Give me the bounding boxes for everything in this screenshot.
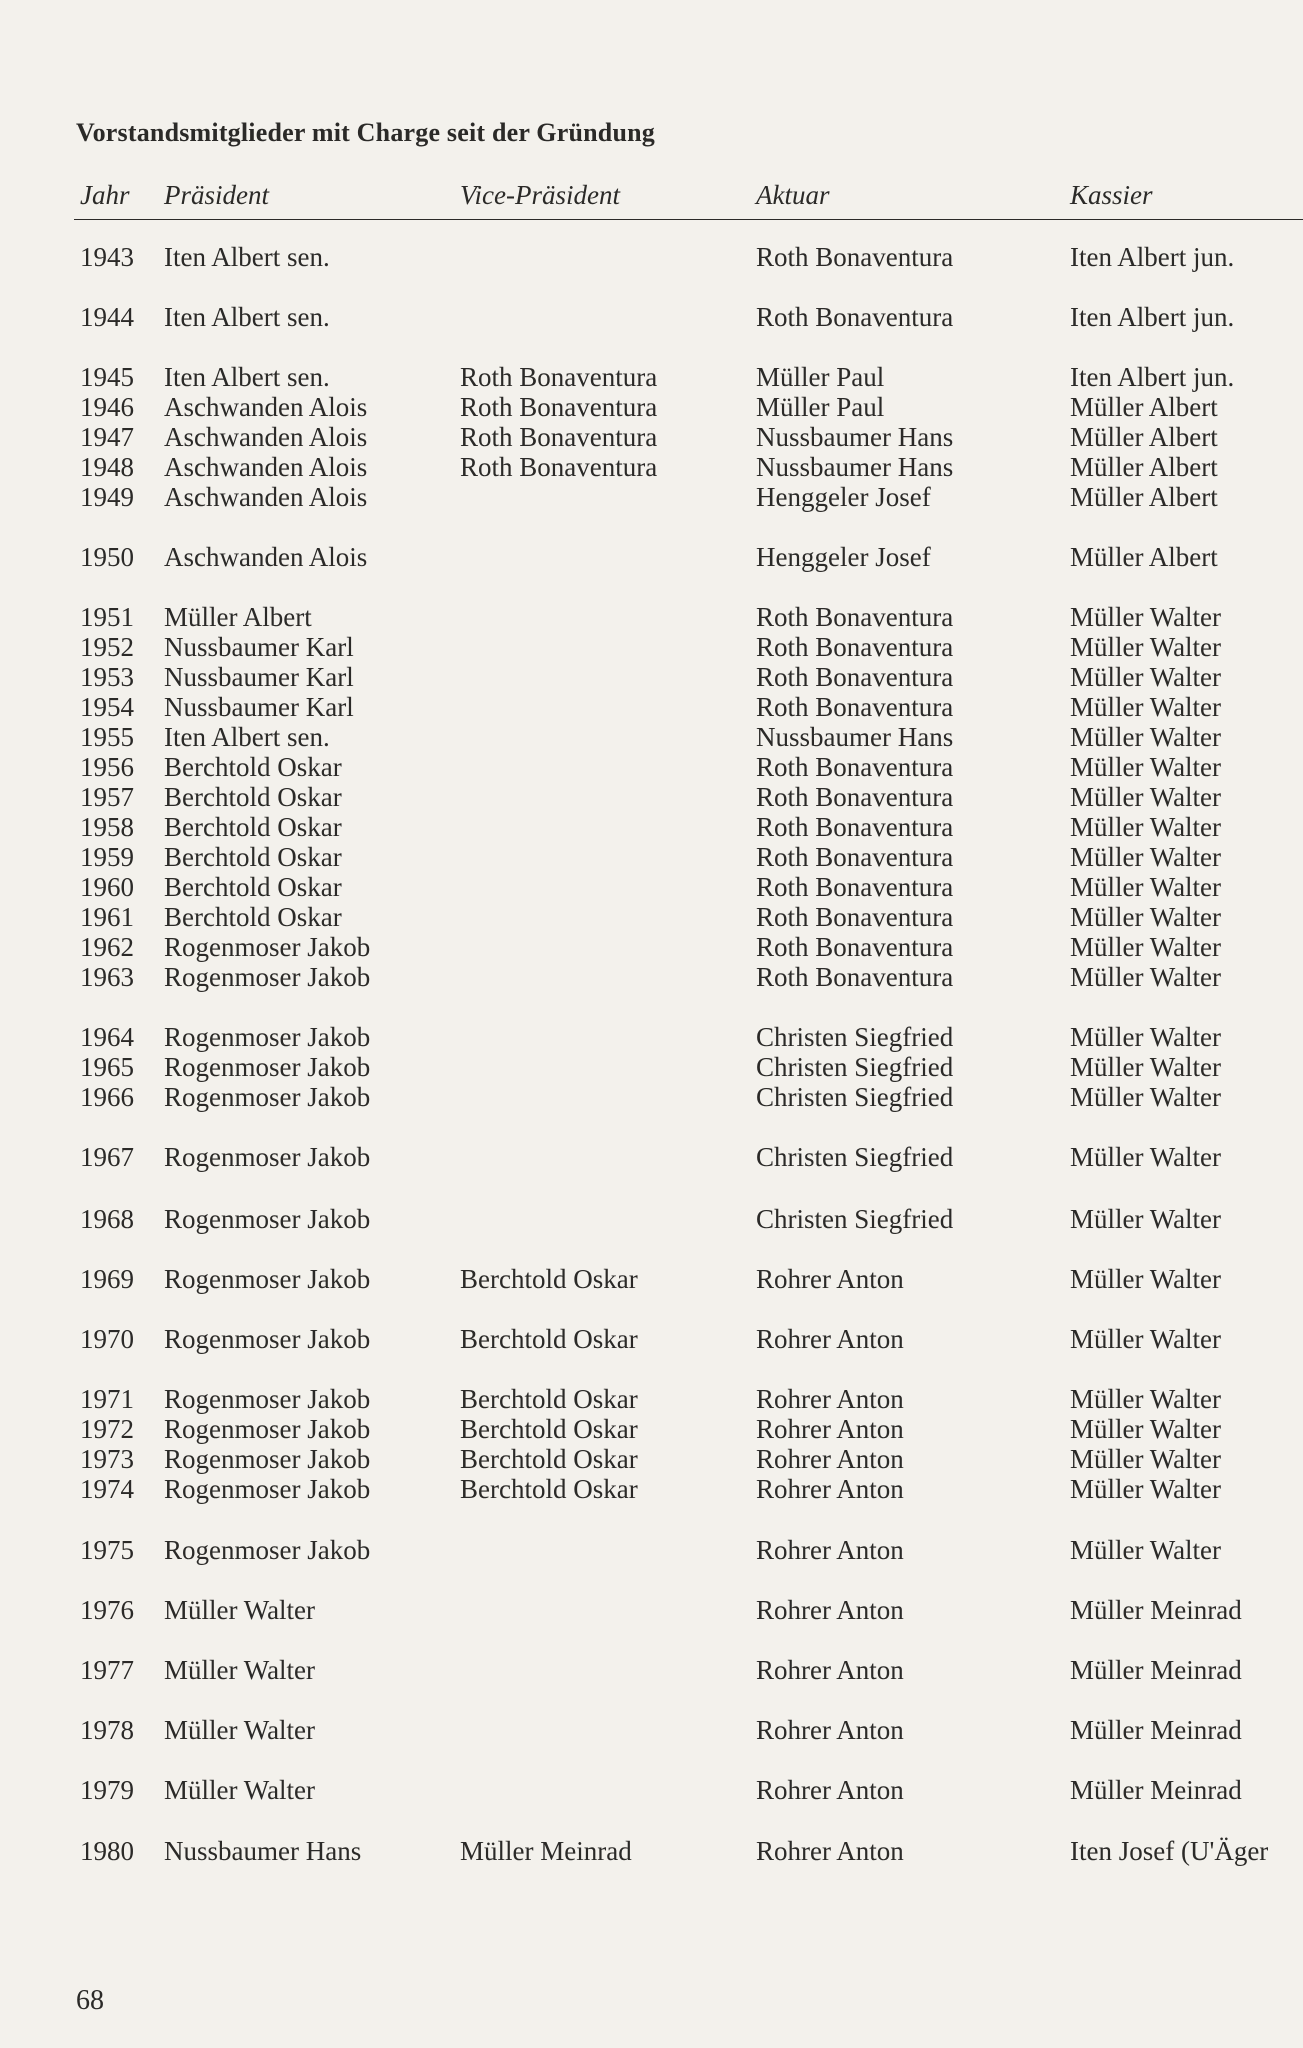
cell-praesident: Rogenmoser Jakob (164, 1535, 371, 1565)
cell-aktuar: Rohrer Anton (756, 1535, 904, 1565)
table-row (0, 482, 1303, 512)
table-row (0, 242, 1303, 272)
cell-aktuar: Nussbaumer Hans (756, 722, 954, 752)
cell-kassier: Müller Walter (1070, 962, 1222, 992)
cell-kassier: Müller Walter (1070, 812, 1222, 842)
table-row (0, 1444, 1303, 1474)
cell-praesident: Müller Albert (164, 602, 312, 632)
cell-praesident: Iten Albert sen. (164, 362, 330, 392)
cell-kassier: Müller Walter (1070, 782, 1222, 812)
cell-vice-praesident: Berchtold Oskar (460, 1264, 638, 1294)
table-row (0, 872, 1303, 902)
cell-aktuar: Roth Bonaventura (756, 902, 954, 932)
cell-kassier: Müller Walter (1070, 1535, 1222, 1565)
cell-praesident: Berchtold Oskar (164, 782, 342, 812)
cell-kassier: Iten Albert jun. (1070, 302, 1235, 332)
cell-jahr: 1955 (80, 722, 134, 752)
table-row (0, 1474, 1303, 1504)
cell-aktuar: Rohrer Anton (756, 1836, 904, 1866)
cell-praesident: Berchtold Oskar (164, 752, 342, 782)
cell-kassier: Müller Walter (1070, 1414, 1222, 1444)
cell-aktuar: Roth Bonaventura (756, 872, 954, 902)
cell-jahr: 1956 (80, 752, 134, 782)
table-row (0, 302, 1303, 332)
cell-aktuar: Roth Bonaventura (756, 602, 954, 632)
cell-aktuar: Roth Bonaventura (756, 692, 954, 722)
cell-jahr: 1977 (80, 1655, 134, 1685)
cell-aktuar: Rohrer Anton (756, 1444, 904, 1474)
cell-aktuar: Nussbaumer Hans (756, 422, 954, 452)
cell-kassier: Müller Albert (1070, 482, 1218, 512)
cell-kassier: Müller Walter (1070, 902, 1222, 932)
cell-praesident: Nussbaumer Hans (164, 1836, 362, 1866)
cell-aktuar: Rohrer Anton (756, 1655, 904, 1685)
cell-kassier: Müller Albert (1070, 392, 1218, 422)
cell-vice-praesident: Roth Bonaventura (460, 362, 658, 392)
cell-kassier: Müller Walter (1070, 1324, 1222, 1354)
table-row (0, 962, 1303, 992)
table-row (0, 1052, 1303, 1082)
cell-praesident: Nussbaumer Karl (164, 692, 354, 722)
cell-jahr: 1976 (80, 1595, 134, 1625)
cell-aktuar: Roth Bonaventura (756, 662, 954, 692)
column-header-aktuar: Aktuar (756, 180, 830, 210)
cell-aktuar: Roth Bonaventura (756, 932, 954, 962)
cell-jahr: 1975 (80, 1535, 134, 1565)
cell-jahr: 1944 (80, 302, 134, 332)
cell-praesident: Rogenmoser Jakob (164, 1264, 371, 1294)
cell-jahr: 1946 (80, 392, 134, 422)
cell-jahr: 1974 (80, 1474, 134, 1504)
cell-jahr: 1950 (80, 542, 134, 572)
cell-jahr: 1979 (80, 1775, 134, 1805)
table-row (0, 1324, 1303, 1354)
cell-jahr: 1965 (80, 1052, 134, 1082)
cell-aktuar: Christen Siegfried (756, 1142, 954, 1172)
cell-jahr: 1951 (80, 602, 134, 632)
cell-jahr: 1967 (80, 1142, 134, 1172)
column-header-jahr: Jahr (80, 180, 130, 210)
cell-jahr: 1958 (80, 812, 134, 842)
table-row (0, 1655, 1303, 1685)
cell-kassier: Müller Walter (1070, 1474, 1222, 1504)
table-row (0, 752, 1303, 782)
table-row (0, 422, 1303, 452)
table-row (0, 662, 1303, 692)
cell-praesident: Rogenmoser Jakob (164, 932, 371, 962)
cell-praesident: Iten Albert sen. (164, 722, 330, 752)
cell-aktuar: Christen Siegfried (756, 1082, 954, 1112)
cell-kassier: Iten Albert jun. (1070, 362, 1235, 392)
cell-vice-praesident: Roth Bonaventura (460, 452, 658, 482)
cell-kassier: Müller Walter (1070, 662, 1222, 692)
cell-praesident: Rogenmoser Jakob (164, 1204, 371, 1234)
cell-aktuar: Rohrer Anton (756, 1414, 904, 1444)
cell-jahr: 1971 (80, 1384, 134, 1414)
table-row (0, 1204, 1303, 1234)
cell-kassier: Müller Walter (1070, 1142, 1222, 1172)
table-row (0, 1142, 1303, 1172)
page-number: 68 (76, 1985, 104, 2016)
cell-praesident: Berchtold Oskar (164, 842, 342, 872)
cell-kassier: Müller Walter (1070, 1384, 1222, 1414)
cell-praesident: Aschwanden Alois (164, 452, 368, 482)
cell-praesident: Rogenmoser Jakob (164, 1324, 371, 1354)
cell-kassier: Müller Meinrad (1070, 1595, 1242, 1625)
table-row (0, 362, 1303, 392)
cell-aktuar: Rohrer Anton (756, 1324, 904, 1354)
cell-praesident: Nussbaumer Karl (164, 632, 354, 662)
cell-praesident: Nussbaumer Karl (164, 662, 354, 692)
table-row (0, 1595, 1303, 1625)
cell-jahr: 1945 (80, 362, 134, 392)
cell-kassier: Müller Walter (1070, 842, 1222, 872)
cell-praesident: Iten Albert sen. (164, 302, 330, 332)
cell-kassier: Müller Meinrad (1070, 1775, 1242, 1805)
table-row (0, 1836, 1303, 1866)
table-row (0, 782, 1303, 812)
cell-praesident: Rogenmoser Jakob (164, 1414, 371, 1444)
cell-jahr: 1948 (80, 452, 134, 482)
cell-kassier: Müller Albert (1070, 542, 1218, 572)
cell-kassier: Müller Walter (1070, 602, 1222, 632)
cell-jahr: 1973 (80, 1444, 134, 1474)
cell-praesident: Rogenmoser Jakob (164, 1052, 371, 1082)
cell-jahr: 1969 (80, 1264, 134, 1294)
cell-kassier: Müller Walter (1070, 692, 1222, 722)
cell-jahr: 1957 (80, 782, 134, 812)
cell-kassier: Müller Meinrad (1070, 1715, 1242, 1745)
table-row (0, 692, 1303, 722)
cell-praesident: Rogenmoser Jakob (164, 1474, 371, 1504)
column-header-kassier: Kassier (1070, 180, 1153, 210)
cell-kassier: Müller Walter (1070, 1052, 1222, 1082)
cell-praesident: Aschwanden Alois (164, 482, 368, 512)
cell-kassier: Müller Walter (1070, 932, 1222, 962)
cell-kassier: Müller Meinrad (1070, 1655, 1242, 1685)
header-divider (74, 219, 1303, 220)
cell-vice-praesident: Berchtold Oskar (460, 1444, 638, 1474)
cell-kassier: Müller Walter (1070, 1204, 1222, 1234)
column-header-praesident: Präsident (164, 180, 269, 210)
cell-vice-praesident: Berchtold Oskar (460, 1474, 638, 1504)
cell-jahr: 1953 (80, 662, 134, 692)
cell-aktuar: Rohrer Anton (756, 1384, 904, 1414)
cell-aktuar: Roth Bonaventura (756, 842, 954, 872)
cell-praesident: Aschwanden Alois (164, 422, 368, 452)
table-row (0, 1022, 1303, 1052)
cell-praesident: Berchtold Oskar (164, 872, 342, 902)
cell-aktuar: Rohrer Anton (756, 1595, 904, 1625)
cell-praesident: Aschwanden Alois (164, 542, 368, 572)
cell-praesident: Berchtold Oskar (164, 902, 342, 932)
cell-aktuar: Roth Bonaventura (756, 782, 954, 812)
table-row (0, 1715, 1303, 1745)
cell-aktuar: Müller Paul (756, 392, 885, 422)
table-row (0, 392, 1303, 422)
cell-vice-praesident: Roth Bonaventura (460, 392, 658, 422)
cell-aktuar: Müller Paul (756, 362, 885, 392)
cell-praesident: Rogenmoser Jakob (164, 1082, 371, 1112)
cell-kassier: Iten Albert jun. (1070, 242, 1235, 272)
cell-aktuar: Christen Siegfried (756, 1052, 954, 1082)
column-header-vice-praesident: Vice-Präsident (460, 180, 620, 210)
table-row (0, 1264, 1303, 1294)
cell-aktuar: Henggeler Josef (756, 482, 931, 512)
cell-aktuar: Roth Bonaventura (756, 752, 954, 782)
table-row (0, 542, 1303, 572)
table-row (0, 452, 1303, 482)
cell-aktuar: Roth Bonaventura (756, 302, 954, 332)
cell-jahr: 1963 (80, 962, 134, 992)
cell-praesident: Rogenmoser Jakob (164, 1444, 371, 1474)
cell-kassier: Müller Walter (1070, 1022, 1222, 1052)
cell-jahr: 1970 (80, 1324, 134, 1354)
page-title: Vorstandsmitglieder mit Charge seit der Gründung (76, 118, 655, 147)
cell-aktuar: Roth Bonaventura (756, 812, 954, 842)
cell-vice-praesident: Berchtold Oskar (460, 1324, 638, 1354)
cell-kassier: Müller Walter (1070, 752, 1222, 782)
cell-aktuar: Rohrer Anton (756, 1775, 904, 1805)
cell-kassier: Iten Josef (U'Äger (1070, 1836, 1269, 1866)
cell-jahr: 1959 (80, 842, 134, 872)
cell-kassier: Müller Walter (1070, 632, 1222, 662)
cell-jahr: 1954 (80, 692, 134, 722)
cell-kassier: Müller Walter (1070, 1264, 1222, 1294)
cell-jahr: 1964 (80, 1022, 134, 1052)
cell-jahr: 1947 (80, 422, 134, 452)
cell-aktuar: Roth Bonaventura (756, 242, 954, 272)
cell-aktuar: Henggeler Josef (756, 542, 931, 572)
cell-praesident: Berchtold Oskar (164, 812, 342, 842)
table-row (0, 1082, 1303, 1112)
cell-aktuar: Nussbaumer Hans (756, 452, 954, 482)
cell-praesident: Müller Walter (164, 1655, 316, 1685)
cell-kassier: Müller Walter (1070, 1082, 1222, 1112)
table-row (0, 1414, 1303, 1444)
cell-kassier: Müller Walter (1070, 872, 1222, 902)
cell-aktuar: Rohrer Anton (756, 1264, 904, 1294)
cell-kassier: Müller Albert (1070, 452, 1218, 482)
table-row (0, 602, 1303, 632)
cell-jahr: 1943 (80, 242, 134, 272)
cell-aktuar: Christen Siegfried (756, 1204, 954, 1234)
cell-praesident: Rogenmoser Jakob (164, 1142, 371, 1172)
cell-jahr: 1968 (80, 1204, 134, 1234)
table-row (0, 1775, 1303, 1805)
cell-vice-praesident: Roth Bonaventura (460, 422, 658, 452)
table-row (0, 902, 1303, 932)
cell-vice-praesident: Müller Meinrad (460, 1836, 632, 1866)
table-row (0, 842, 1303, 872)
cell-aktuar: Roth Bonaventura (756, 632, 954, 662)
cell-jahr: 1952 (80, 632, 134, 662)
cell-praesident: Rogenmoser Jakob (164, 962, 371, 992)
cell-aktuar: Rohrer Anton (756, 1715, 904, 1745)
cell-praesident: Iten Albert sen. (164, 242, 330, 272)
cell-kassier: Müller Albert (1070, 422, 1218, 452)
cell-kassier: Müller Walter (1070, 722, 1222, 752)
cell-jahr: 1962 (80, 932, 134, 962)
table-row (0, 812, 1303, 842)
cell-jahr: 1980 (80, 1836, 134, 1866)
table-row (0, 1535, 1303, 1565)
cell-jahr: 1972 (80, 1414, 134, 1444)
cell-kassier: Müller Walter (1070, 1444, 1222, 1474)
cell-jahr: 1961 (80, 902, 134, 932)
cell-jahr: 1978 (80, 1715, 134, 1745)
table-row (0, 932, 1303, 962)
table-row (0, 722, 1303, 752)
cell-jahr: 1949 (80, 482, 134, 512)
cell-praesident: Rogenmoser Jakob (164, 1022, 371, 1052)
table-row (0, 632, 1303, 662)
cell-aktuar: Roth Bonaventura (756, 962, 954, 992)
cell-aktuar: Christen Siegfried (756, 1022, 954, 1052)
cell-praesident: Rogenmoser Jakob (164, 1384, 371, 1414)
cell-vice-praesident: Berchtold Oskar (460, 1384, 638, 1414)
cell-jahr: 1966 (80, 1082, 134, 1112)
cell-praesident: Müller Walter (164, 1595, 316, 1625)
cell-aktuar: Rohrer Anton (756, 1474, 904, 1504)
cell-praesident: Aschwanden Alois (164, 392, 368, 422)
cell-vice-praesident: Berchtold Oskar (460, 1414, 638, 1444)
cell-praesident: Müller Walter (164, 1775, 316, 1805)
cell-jahr: 1960 (80, 872, 134, 902)
table-row (0, 1384, 1303, 1414)
cell-praesident: Müller Walter (164, 1715, 316, 1745)
table-header (0, 180, 1303, 216)
